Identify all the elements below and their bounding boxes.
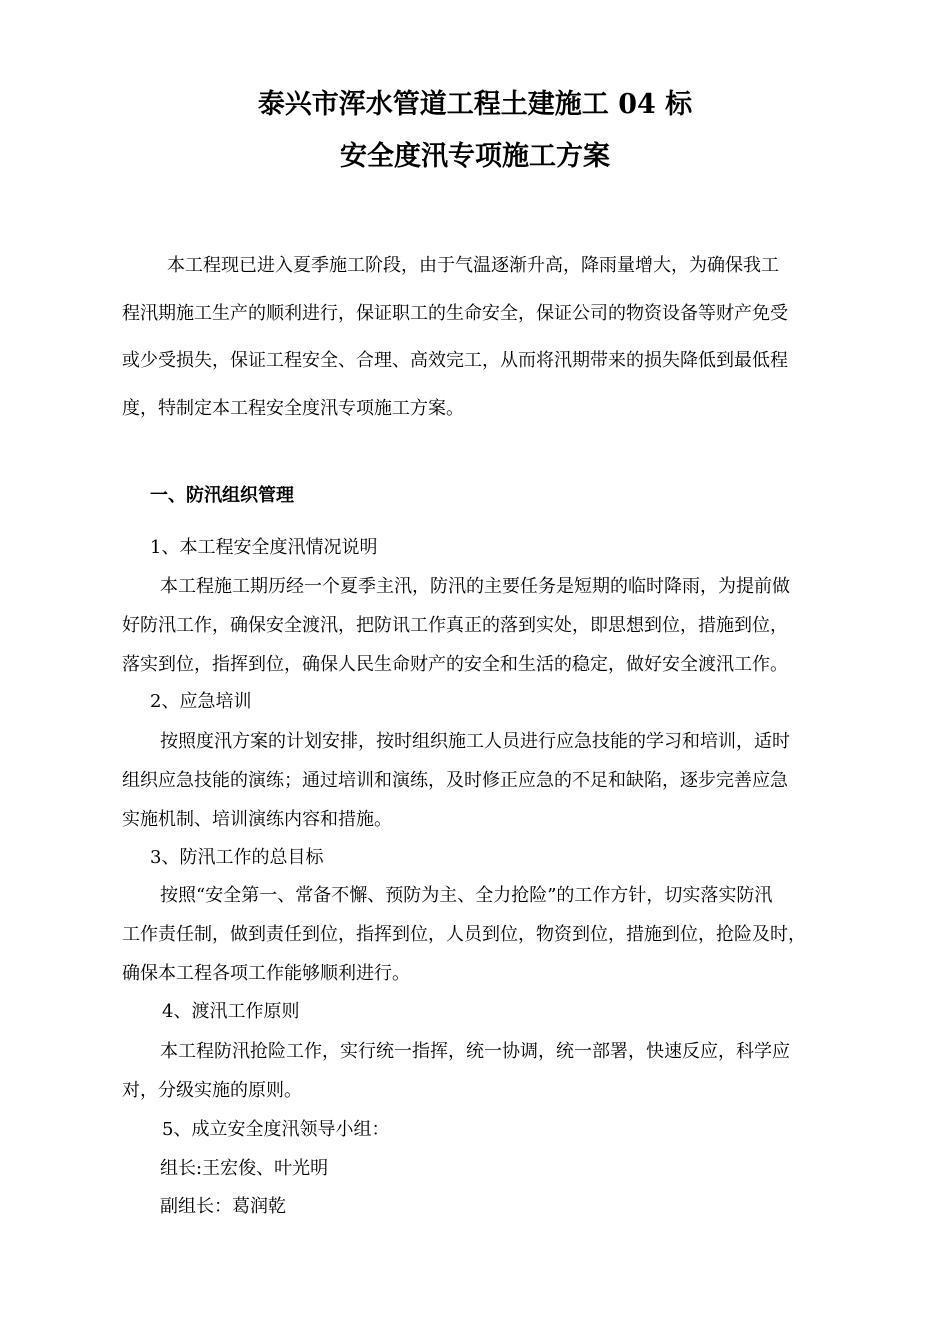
paragraph-line: 按照“安全第一、常备不懈、预防为主、全力抢险”的工作方针，切实落实防汛 [160,885,773,906]
document-title-line-2: 安全度汛专项施工方案 [340,141,610,172]
item-heading-2: 2、应急培训 [150,691,252,712]
paragraph-line: 按照度汛方案的计划安排，按时组织施工人员进行应急技能的学习和培训，适时 [160,731,790,752]
paragraph-line: 对，分级实施的原则。 [122,1079,302,1101]
paragraph-line: 本工程施工期历经一个夏季主汛，防汛的主要任务是短期的临时降雨，为提前做 [160,576,790,597]
paragraph-line: 落实到位，指挥到位，确保人民生命财产的安全和生活的稳定，做好安全渡汛工作。 [122,653,788,675]
paragraph-line: 好防汛工作，确保安全渡汛，把防讯工作真正的落到实处，即思想到位，措施到位， [122,614,788,636]
intro-paragraph [122,254,834,444]
intro-line: 或少受损失，保证工程安全、合理、高效完工，从而将汛期带来的损失降低到最低程 [122,350,788,372]
paragraph-line: 工作责任制，做到责任到位，指挥到位，人员到位，物资到位，措施到位，抢险及时， [122,923,806,945]
intro-line: 度，特制定本工程安全度汛专项施工方案。 [122,397,464,419]
item-heading-1: 1、本工程安全度汛情况说明 [150,537,378,558]
intro-line: 本工程现已进入夏季施工阶段，由于气温逐渐升高，降雨量增大，为确保我工 [167,255,779,276]
paragraph-line: 组织应急技能的演练；通过培训和演练，及时修正应急的不足和缺陷，逐步完善应急 [122,769,788,791]
item-heading-5: 5、成立安全度汛领导小组： [162,1119,390,1140]
section-heading-1: 一、防汛组织管理 [150,485,294,506]
deputy-leader-line: 副组长：葛润乾 [160,1196,286,1217]
item-heading-4: 4、渡汛工作原则 [162,1001,300,1022]
item-paragraph-1 [122,575,834,691]
paragraph-line: 确保本工程各项工作能够顺利进行。 [122,962,410,984]
item-paragraph-2 [122,730,834,846]
leader-line: 组长:王宏俊、叶光明 [160,1158,329,1179]
paragraph-line: 实施机制、培训演练内容和措施。 [122,808,392,830]
paragraph-line: 本工程防汛抢险工作，实行统一指挥，统一协调，统一部署，快速反应，科学应 [160,1041,790,1062]
item-heading-3: 3、防汛工作的总目标 [150,847,324,868]
intro-line: 程汛期施工生产的顺利进行，保证职工的生命安全，保证公司的物资设备等财产免受 [122,302,788,324]
document-title-line-1: 泰兴市浑水管道工程土建施工 04 标 [257,89,693,120]
item-paragraph-3 [122,884,834,1000]
item-paragraph-4 [122,1040,834,1118]
